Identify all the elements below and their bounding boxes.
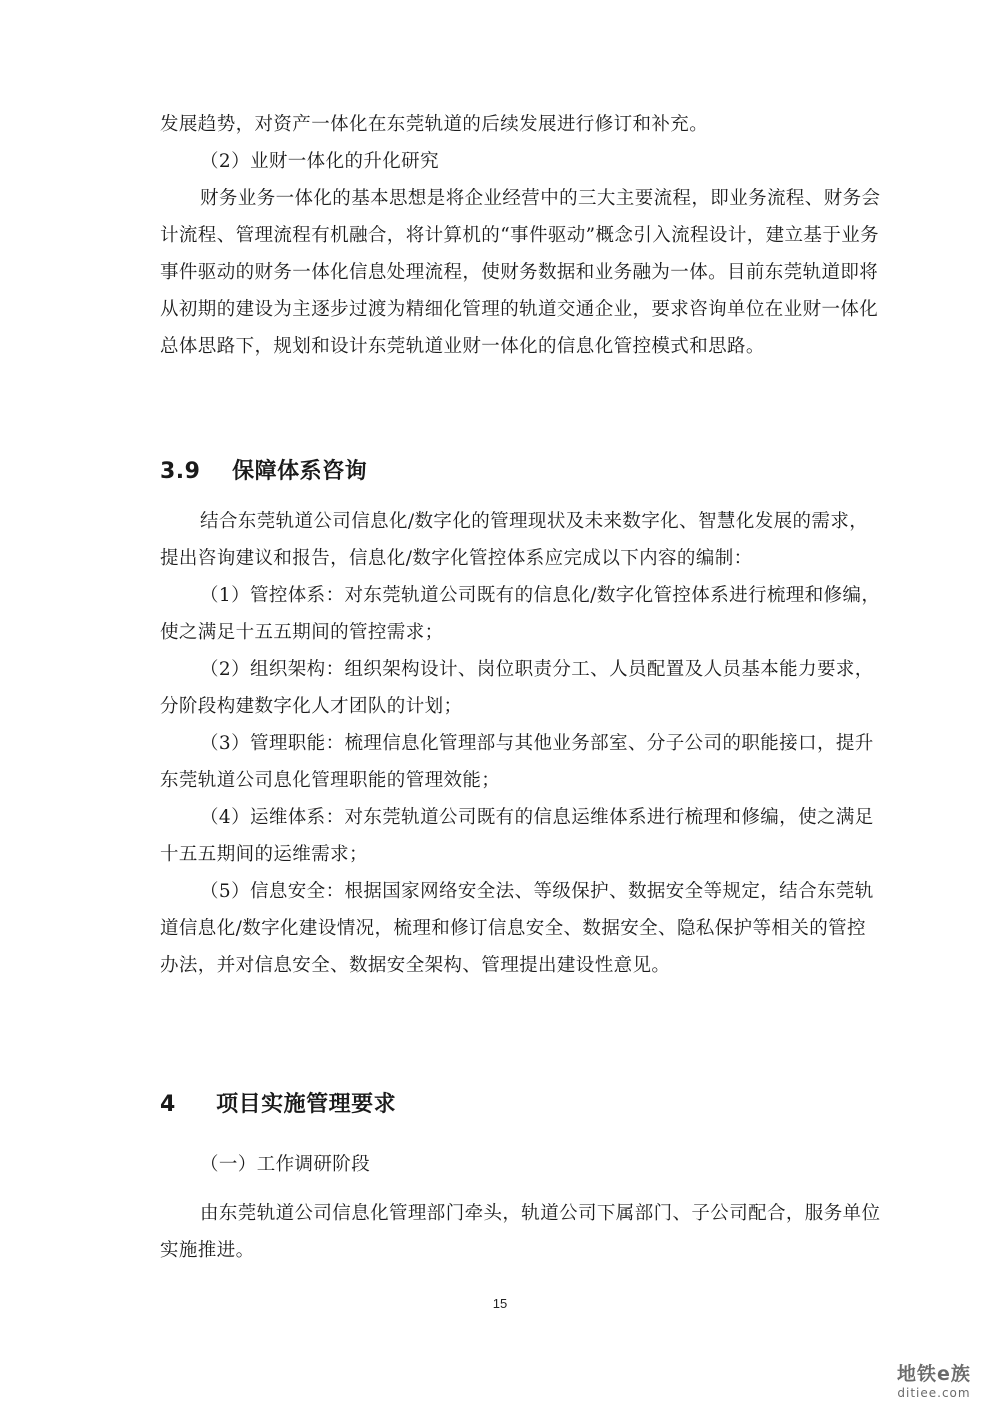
- paragraph-yecai: 财务业务一体化的基本思想是将企业经营中的三大主要流程，即业务流程、财务会计流程、管理流程有机融合，将计算机的“事件驱动”概念引入流程设计，建立基于业务事件驱动的财务一体化信息处理流程，使财务数据和业务融为一体。目前东莞轨道即将从初期的建设为主逐步过渡为精细化管理的轨道交通企业，要求咨询单位在业财一体化总体思路下，规划和设计东莞轨道业财一体化的信息化管控模式和思路。: [160, 188, 881, 357]
- top-lines: [160, 106, 882, 365]
- watermark-url: ditiee.com: [897, 1386, 971, 1400]
- page-number: 15: [492, 1296, 508, 1311]
- list-item: （2）组织架构：组织架构设计、岗位职责分工、人员配置及人员基本能力要求，分阶段构建数字化人才团队的计划；: [160, 659, 874, 717]
- list-item: （4）运维体系：对东莞轨道公司既有的信息运维体系进行梳理和修编，使之满足十五五期间的运维需求；: [160, 807, 874, 865]
- paragraph-research: 由东莞轨道公司信息化管理部门牵头，轨道公司下属部门、子公司配合，服务单位实施推进。: [160, 1203, 881, 1261]
- list-item: （1）管控体系：对东莞轨道公司既有的信息化/数字化管控体系进行梳理和修编，使之满足十五五期间的管控需求；: [160, 585, 881, 643]
- section-heading-4: [160, 1087, 396, 1118]
- section-intro: 结合东莞轨道公司信息化/数字化的管理现状及未来数字化、智慧化发展的需求，提出咨询建议和报告，信息化/数字化管控体系应完成以下内容的编制：: [160, 511, 869, 569]
- subheading-research: （一）工作调研阶段: [200, 1154, 371, 1175]
- list-item: （5）信息安全：根据国家网络安全法、等级保护、数据安全等规定，结合东莞轨道信息化/数字化建设情况，梳理和修订信息安全、数据安全、隐私保护等相关的管控办法，并对信息安全、数据安全架构、管理提出建设性意见。: [160, 881, 874, 976]
- subheading-yecai: （2）业财一体化的升化研究: [200, 151, 439, 172]
- watermark-logo-text: 地铁e族: [897, 1363, 971, 1385]
- section-number: 3.9: [160, 459, 201, 484]
- section-title: 项目实施管理要求: [216, 1092, 397, 1117]
- section-title: 保障体系咨询: [232, 459, 368, 484]
- section-number: 4: [160, 1092, 176, 1117]
- continued-line: 发展趋势，对资产一体化在东莞轨道的后续发展进行修订和补充。: [160, 114, 709, 135]
- section-4-body: [160, 1146, 882, 1269]
- watermark: [886, 1359, 982, 1400]
- section-heading-3-9: [160, 454, 367, 485]
- section-3-9-body: [160, 503, 882, 984]
- list-item: （3）管理职能：梳理信息化管理部与其他业务部室、分子公司的职能接口，提升东莞轨道公司息化管理职能的管理效能；: [160, 733, 874, 791]
